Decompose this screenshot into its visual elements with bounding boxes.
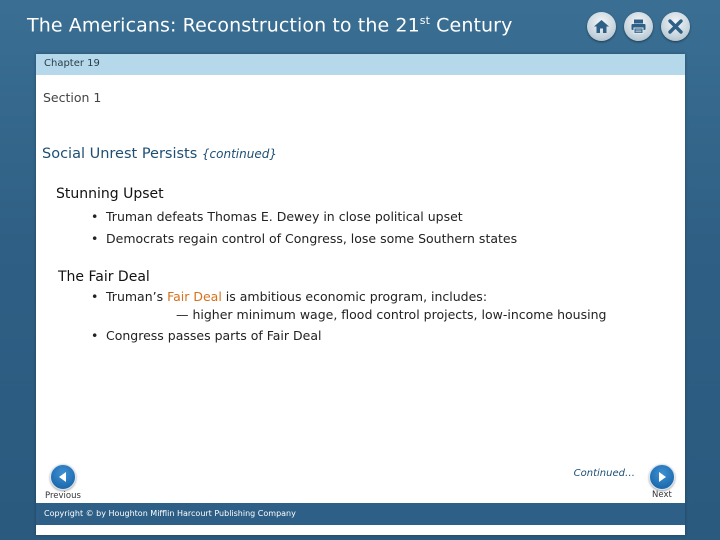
slide-heading	[42, 146, 277, 162]
top-nav-icons	[587, 12, 690, 41]
bullet-item: • Congress passes parts of Fair Deal	[106, 328, 321, 343]
next-label: Next	[652, 490, 672, 500]
chapter-bar	[36, 54, 685, 75]
heading-text: Social Unrest Persists	[42, 146, 198, 162]
print-button[interactable]	[624, 12, 653, 41]
continued-label: Continued…	[573, 468, 635, 479]
slide-panel	[36, 54, 685, 535]
bullet-item: • Truman defeats Thomas E. Dewey in close political upset	[106, 209, 463, 224]
chapter-label: Chapter 19	[44, 58, 100, 69]
subhead-stunning-upset: Stunning Upset	[56, 186, 164, 202]
home-button[interactable]	[587, 12, 616, 41]
heading-continued: {continued}	[201, 147, 277, 161]
fair-deal-highlight: Fair Deal	[167, 289, 222, 304]
section-label: Section 1	[43, 90, 102, 105]
bullet-item: • Truman’s Fair Deal is ambitious economic program, includes:	[106, 289, 487, 304]
subhead-fair-deal: The Fair Deal	[58, 269, 150, 285]
home-icon	[593, 18, 610, 35]
print-icon	[630, 18, 647, 35]
close-icon	[667, 18, 684, 35]
close-button[interactable]	[661, 12, 690, 41]
sub-bullet-item: — higher minimum wage, flood control projects, low-income housing	[176, 307, 607, 322]
copyright-text: Copyright © by Houghton Mifflin Harcourt Publishing Company	[44, 509, 296, 518]
bullet-item: • Democrats regain control of Congress, lose some Southern states	[106, 231, 517, 246]
previous-label: Previous	[45, 491, 81, 501]
previous-button[interactable]	[50, 464, 76, 490]
footer-bar	[36, 503, 685, 525]
arrow-right-icon	[656, 471, 668, 483]
arrow-left-icon	[57, 471, 69, 483]
next-button[interactable]	[649, 464, 675, 490]
app-title: The Americans: Reconstruction to the 21st Century	[27, 14, 513, 37]
